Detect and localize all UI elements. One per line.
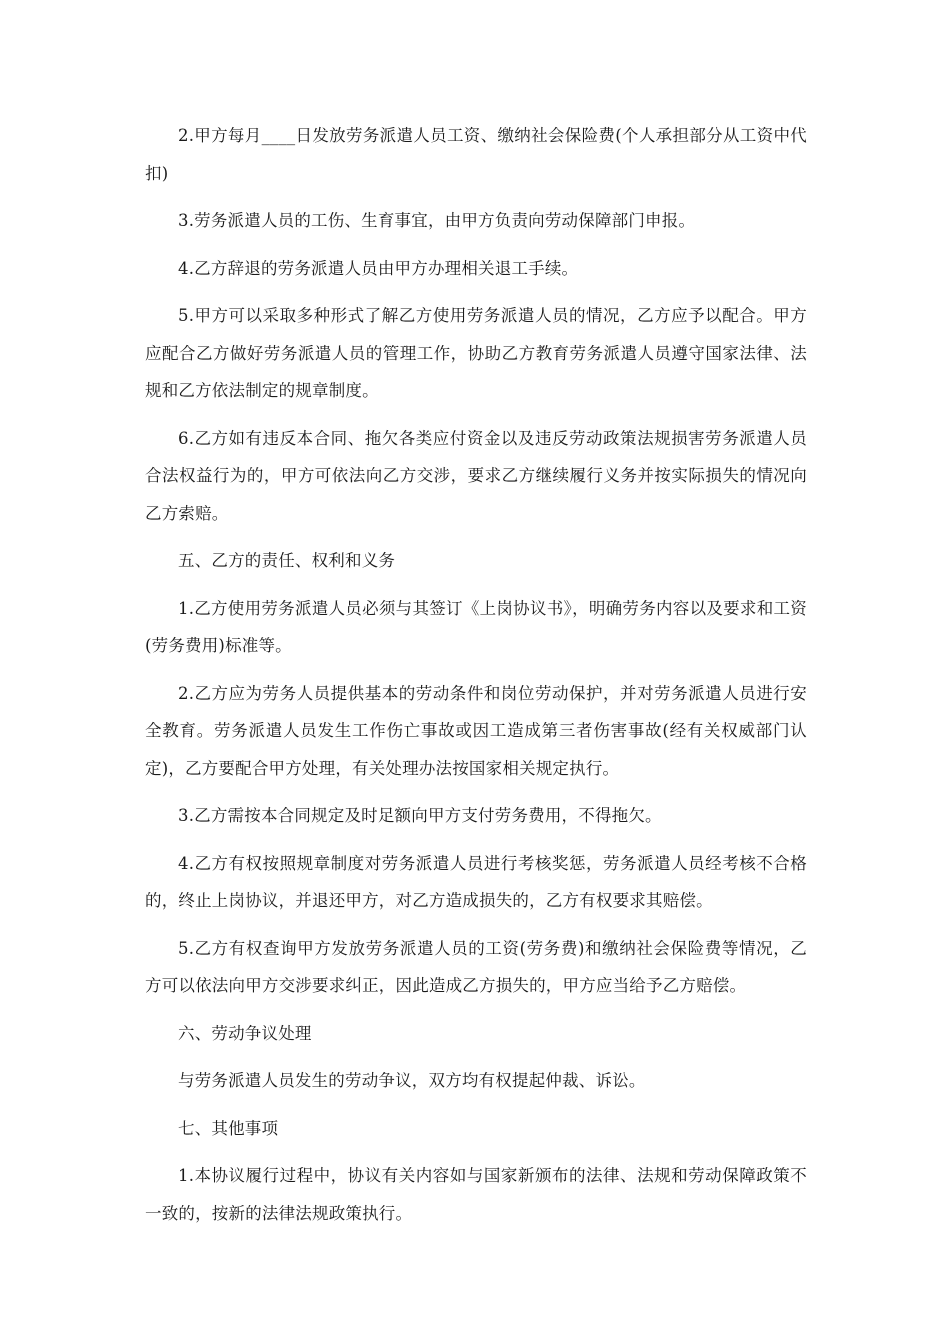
paragraph-safety-clause: 2.乙方应为劳务人员提供基本的劳动条件和岗位劳动保护，并对劳务派遣人员进行安全教育。劳务派遣人员发生工作伤亡事故或因工造成第三者伤害事故(经有关权威部门认定)，乙方要配合甲方处理，有关处理办法按国家相关规定执行。	[145, 683, 807, 778]
paragraph-new-law-clause: 1.本协议履行过程中，协议有关内容如与国家新颁布的法律、法规和劳动保障政策不一致的，按新的法律法规政策执行。	[145, 1166, 807, 1223]
paragraph-work-injury-clause: 3.劳务派遣人员的工伤、生育事宜，由甲方负责向劳动保障部门申报。	[178, 211, 696, 230]
section-heading-party-b-duties: 五、乙方的责任、权利和义务	[178, 551, 396, 570]
paragraph-assessment-clause: 4.乙方有权按照规章制度对劳务派遣人员进行考核奖惩，劳务派遣人员经考核不合格的，终止上岗协议，并退还甲方，对乙方造成损失的，乙方有权要求其赔偿。	[145, 853, 807, 910]
paragraph-inquiry-clause: 5.乙方有权查询甲方发放劳务派遣人员的工资(劳务费)和缴纳社会保险费等情况，乙方可以依法向甲方交涉要求纠正，因此造成乙方损失的，甲方应当给予乙方赔偿。	[145, 938, 807, 995]
section-heading-other-matters: 七、其他事项	[178, 1118, 279, 1138]
section-heading-labor-disputes: 六、劳动争议处理	[178, 1023, 312, 1043]
paragraph-disputes-clause: 与劳务派遣人员发生的劳动争议，双方均有权提起仲裁、诉讼。	[178, 1071, 646, 1090]
paragraph-claims-clause: 6.乙方如有违反本合同、拖欠各类应付资金以及违反劳动政策法规损害劳务派遣人员合法权益行为的，甲方可依法向乙方交涉，要求乙方继续履行义务并按实际损失的情况向乙方索赔。	[145, 428, 807, 523]
document-body	[145, 117, 807, 1242]
paragraph-dismissal-clause: 4.乙方辞退的劳务派遣人员由甲方办理相关退工手续。	[178, 258, 579, 278]
paragraph-payment-clause: 3.乙方需按本合同规定及时足额向甲方支付劳务费用，不得拖欠。	[178, 806, 662, 825]
paragraph-payday-clause: 2.甲方每月____日发放劳务派遣人员工资、缴纳社会保险费(个人承担部分从工资中代扣)	[145, 126, 807, 183]
paragraph-cooperation-clause: 5.甲方可以采取多种形式了解乙方使用劳务派遣人员的情况，乙方应予以配合。甲方应配合乙方做好劳务派遣人员的管理工作，协助乙方教育劳务派遣人员遵守国家法律、法规和乙方依法制定的规章制度。	[145, 306, 807, 400]
paragraph-agreement-clause: 1.乙方使用劳务派遣人员必须与其签订《上岗协议书》，明确劳务内容以及要求和工资(劳务费用)标准等。	[145, 598, 807, 655]
